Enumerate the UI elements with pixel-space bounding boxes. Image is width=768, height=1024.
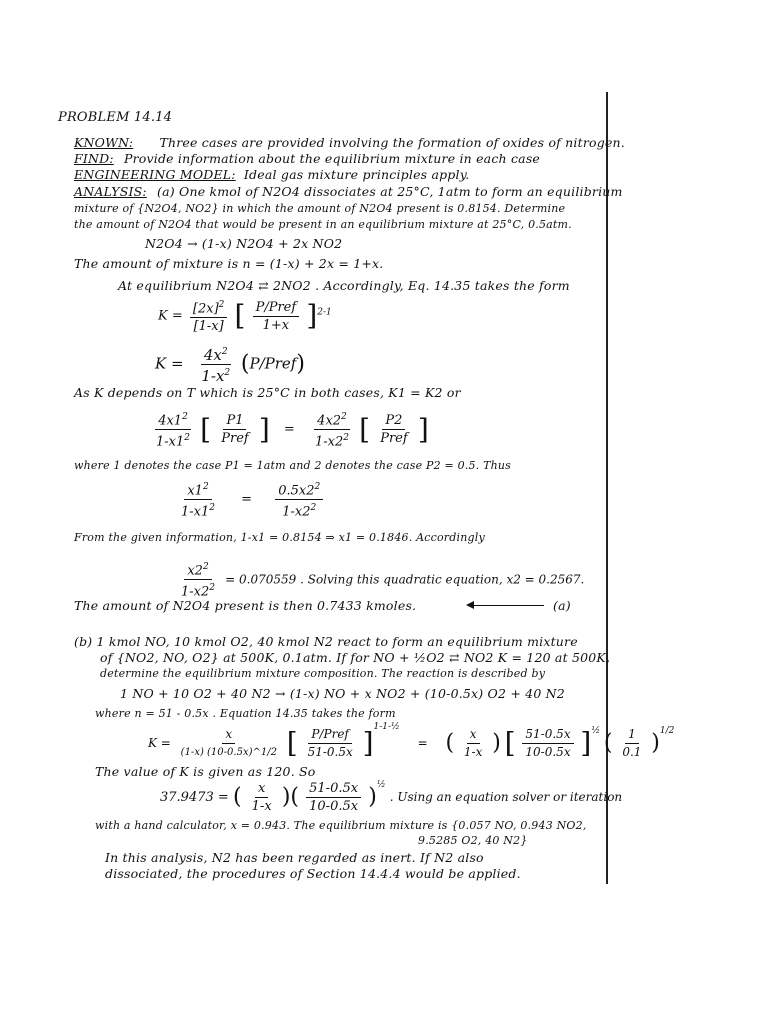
x-rel-fraction-1: $\frac{x1^2}{1-x1^2}$ <box>181 482 216 520</box>
kb-lhs: K = <box>148 736 171 750</box>
find-text: Provide information about the equilibrium mixture in each case <box>123 151 541 166</box>
k-equation-2: K = $\frac{4x^2}{1-x^2}$ (P/Pref) <box>155 346 305 385</box>
analysis-b-line1: (b) 1 kmol NO, 10 kmol O2, 40 kmol N2 react to form an equilibrium mixture <box>74 634 578 649</box>
analysis-a-line3: the amount of N2O4 that would be present in an equilibrium mixture at 25°C, 0.5atm. <box>74 218 572 231</box>
x-relation-equation: $\frac{x1^2}{1-x1^2}$ = $\frac{0.5x2^2}{1-x2^2}$ <box>175 480 326 520</box>
given-info-line: From the given information, 1-x1 = 0.8154 ⇒ x1 = 0.1846. Accordingly <box>74 531 485 544</box>
reaction-equation-1: N2O4 → (1-x) N2O4 + 2x NO2 <box>145 236 343 251</box>
known-label: KNOWN: <box>74 135 134 150</box>
kb-fraction: $\frac{x}{(1-x) (10-0.5x)\^{}1/2}$ <box>180 727 277 758</box>
model-text: Ideal gas mixture principles apply. <box>243 167 470 182</box>
right-margin-rule <box>606 92 608 884</box>
where-line: where 1 denotes the case P1 = 1atm and 2 denotes the case P2 = 0.5. Thus <box>74 459 512 472</box>
part-a-label: (a) <box>553 598 571 613</box>
k-eq1-pressure-fraction: $\frac{\text{P/Pref}}{1+x}$ <box>253 300 300 333</box>
k12-pressure-1: $\frac{P1}{\text{Pref}}$ <box>221 413 249 447</box>
k-depends-line: As K depends on T which is 25°C in both cases, K1 = K2 or <box>74 385 461 400</box>
n2o4-amount-line: The amount of N2O4 present is then 0.7433 kmoles. <box>74 598 417 613</box>
model-row <box>74 167 469 182</box>
solve-rhs: . Using an equation solver or iteration <box>389 790 623 804</box>
k-eq2-fraction: $\frac{4x^2}{1-x^2}$ <box>201 346 231 385</box>
k12-fraction-1: $\frac{4x1^2}{1-x1^2}$ <box>156 412 191 450</box>
note-line-1: In this analysis, N2 has been regarded as inert. If N2 also <box>105 850 484 865</box>
solve-lhs: 37.9473 = <box>160 790 229 805</box>
kb-exponent: 1-1-½ <box>373 722 400 732</box>
analysis-b-line2: of {NO2, NO, O2} at 500K, 0.1atm. If for NO + ½O2 ⇄ NO2 K = 120 at 500K, <box>100 650 611 665</box>
solve-fraction-1: $\frac{x}{1-x}$ <box>251 781 272 814</box>
k-eq2-pressure: P/Pref <box>249 354 297 373</box>
problem-title: PROBLEM 14.14 <box>58 110 173 125</box>
calc-line-1: with a hand calculator, x = 0.943. The equilibrium mixture is {0.057 NO, 0.943 NO2, <box>95 819 587 832</box>
quad-rhs: = 0.070559 . Solving this quadratic equation, x2 = 0.2567. <box>225 572 585 587</box>
quad-fraction: $\frac{x2^2}{1-x2^2}$ <box>181 562 216 600</box>
k12-fraction-2: $\frac{4x2^2}{1-x2^2}$ <box>314 412 349 450</box>
x-rel-fraction-2: $\frac{0.5x2^2}{1-x2^2}$ <box>275 480 323 520</box>
solve-equation: 37.9473 = ( $\frac{x}{1-x}$ )( $\frac{51-0.5x}{10-0.5x}$ )$^{\frac{1}{2}}$ . Using an equation solver or iteration <box>160 780 623 814</box>
equilibrium-line: At equilibrium N2O4 ⇄ 2NO2 . Accordingly, Eq. 14.35 takes the form <box>118 278 570 293</box>
k-eq2-lhs: K = <box>155 354 184 373</box>
k-eq1-fraction: $\frac{[2x]^2}{[1-x]}$ <box>190 298 227 334</box>
note-line-2: dissociated, the procedures of Section 14.4.4 would be applied. <box>105 866 521 881</box>
kb-rhs-fraction-3: $\frac{1}{0.1}$ <box>622 727 642 759</box>
model-label: ENGINEERING MODEL: <box>74 167 236 182</box>
find-label: FIND: <box>74 151 114 166</box>
quadratic-equation <box>175 560 584 600</box>
analysis-a-line2: mixture of {N2O4, NO2} in which the amount of N2O4 present is 0.8154. Determine <box>74 202 566 215</box>
answer-arrow-line <box>472 605 544 606</box>
calc-line-2: 9.5285 O2, 40 N2} <box>418 834 528 847</box>
analysis-label: ANALYSIS: <box>74 184 147 199</box>
mixture-amount-line: The amount of mixture is n = (1-x) + 2x = 1+x. <box>74 256 384 271</box>
analysis-a-line1: (a) One kmol of N2O4 dissociates at 25°C, 1atm to form an equilibrium <box>157 184 623 199</box>
k-eq1-exponent: 2-1 <box>317 307 332 318</box>
analysis-b-line3: determine the equilibrium mixture composition. The reaction is described by <box>100 667 546 680</box>
solve-fraction-2: $\frac{51-0.5x}{10-0.5x}$ <box>306 781 361 814</box>
k-equation-b: K = $\frac{x}{(1-x) (10-0.5x)\^{}1/2}$ [ $\frac{\text{P/Pref}}{51-0.5x}$ ]$^{1-1-\frac{1}{2}}$ = ( $\frac{x}{1-x}$ ) [ $\frac{51-0.5x}{10-0.5x}$ ]$^{\frac{1}{2}}$ ( $\frac{1}{0.1}$ )$^{1/2}$ <box>148 722 675 760</box>
known-row <box>74 135 625 150</box>
analysis-row <box>74 184 623 199</box>
reaction-equation-2: 1 NO + 10 O2 + 40 N2 → (1-x) NO + x NO2 + (10-0.5x) O2 + 40 N2 <box>120 686 565 701</box>
k-equation-1: K = $\frac{[2x]^2}{[1-x]}$ [ $\frac{\text{P/Pref}}{1+x}$ ]$^{2-1}$ <box>158 299 332 335</box>
kb-pressure-fraction: $\frac{\text{P/Pref}}{51-0.5x}$ <box>307 727 353 759</box>
k12-pressure-2: $\frac{P2}{\text{Pref}}$ <box>380 413 408 447</box>
kb-rhs-fraction-1: $\frac{x}{1-x}$ <box>463 727 483 759</box>
k-eq1-lhs: K = <box>158 308 183 324</box>
known-text: Three cases are provided involving the formation of oxides of nitrogen. <box>159 135 625 150</box>
find-row <box>74 151 540 166</box>
kb-rhs-fraction-2: $\frac{51-0.5x}{10-0.5x}$ <box>522 727 573 760</box>
k1-k2-equation: $\frac{4x1^2}{1-x1^2}$ [ $\frac{P1}{\text{Pref}}$ ] = $\frac{4x2^2}{1-x2^2}$ [ $\frac{P2}{\text{Pref}}$ ] <box>150 410 429 450</box>
where-n-line: where n = 51 - 0.5x . Equation 14.35 takes the form <box>95 707 396 720</box>
k-given-line: The value of K is given as 120. So <box>95 764 316 779</box>
answer-arrow-head <box>466 601 474 609</box>
